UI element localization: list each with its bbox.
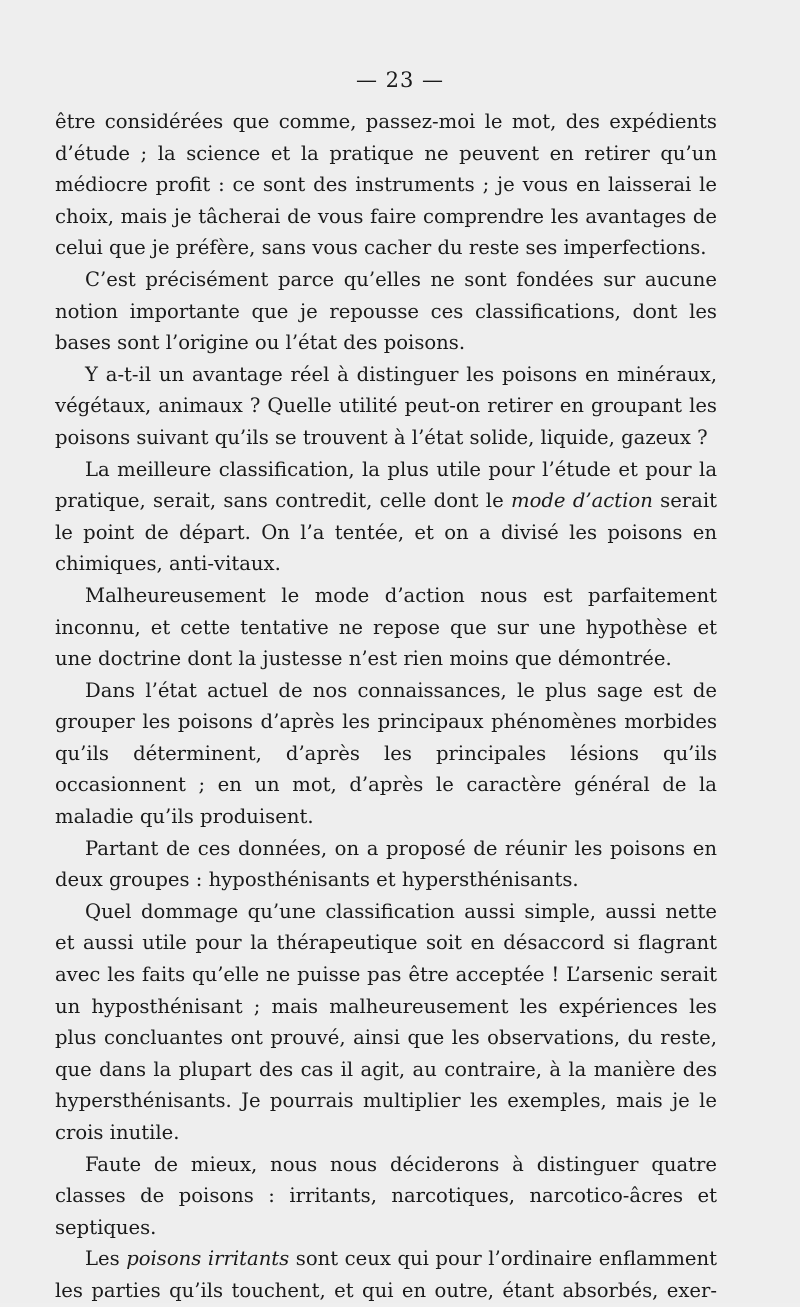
body-text	[55, 106, 717, 1307]
paragraph-4-text-end: serait le point de départ. On l’a tentée, et on a divisé les poisons en chimiques, anti-vitaux.	[55, 489, 717, 576]
paragraph-4-text-start: La meilleure classification, la plus utile pour l’étude et pour la pratique, serait, sans contredit, celle dont le	[55, 457, 717, 513]
paragraph-9: Faute de mieux, nous nous déciderons à distinguer quatre classes de poisons : irritants, narcotiques, narcotico-âcres et septiques.	[55, 1152, 717, 1239]
paragraph-10	[55, 1243, 717, 1306]
paragraph-8: Quel dommage qu’une classification aussi simple, aussi nette et aussi utile pour la thérapeutique soit en désaccord si flagrant avec les faits qu’elle ne puisse pas être acceptée ! L’arsenic serait un hyposthénisant ; mais malheureusement les expériences les plus concluantes ont prouvé, ainsi que les observations, du reste, que dans la plupart des cas il agit, au contraire, à la manière des hypersthénisants. Je pourrais multiplier les exemples, mais je le crois inutile.	[55, 899, 717, 1144]
paragraph-10-text-end: sont ceux qui pour l’ordinaire enflamment les parties qu’ils touchent, et qui en outre, étant absorbés, exer-	[55, 1247, 718, 1302]
paragraph-4	[55, 454, 717, 580]
paragraph-3: Y a-t-il un avantage réel à distinguer les poisons en minéraux, végétaux, animaux ? Quelle utilité peut-on retirer en groupant les poisons suivant qu’ils se trouvent à l’état solide, liquide, gazeux ?	[55, 362, 717, 449]
paragraph-2: C’est précisément parce qu’elles ne sont fondées sur aucune notion importante que je repousse ces classifications, dont les bases sont l’origine ou l’état des poisons.	[55, 267, 717, 355]
paragraph-6: Dans l’état actuel de nos connaissances, le plus sage est de grouper les poisons d’après les principaux phénomènes morbides qu’ils déterminent, d’après les principales lésions qu’ils occasionnent ; en un mot, d’après le caractère général de la maladie qu’ils produisent.	[55, 678, 717, 829]
paragraph-10-emphasis: poisons irritants	[126, 1247, 290, 1271]
paragraph-5: Malheureusement le mode d’action nous est parfaitement inconnu, et cette tentative ne repose que sur une hypothèse et une doctrine dont la justesse n’est rien moins que démontrée.	[55, 583, 717, 671]
paragraph-1: être considérées que comme, passez-moi le mot, des expédients d’étude ; la science et la pratique ne peuvent en retirer qu’un médiocre profit : ce sont des instruments ; je vous en laisserai le choix, mais je tâcherai de vous faire comprendre les avantages de celui que je préfère, sans vous cacher du reste ses imperfections.	[55, 110, 717, 260]
page-number: — 23 —	[355, 68, 445, 92]
paragraph-7: Partant de ces données, on a proposé de réunir les poisons en deux groupes : hyposthénisants et hypersthénisants.	[55, 836, 717, 892]
paragraph-10-text-start: Les	[85, 1247, 127, 1271]
paragraph-4-emphasis: mode d’action	[511, 489, 653, 513]
